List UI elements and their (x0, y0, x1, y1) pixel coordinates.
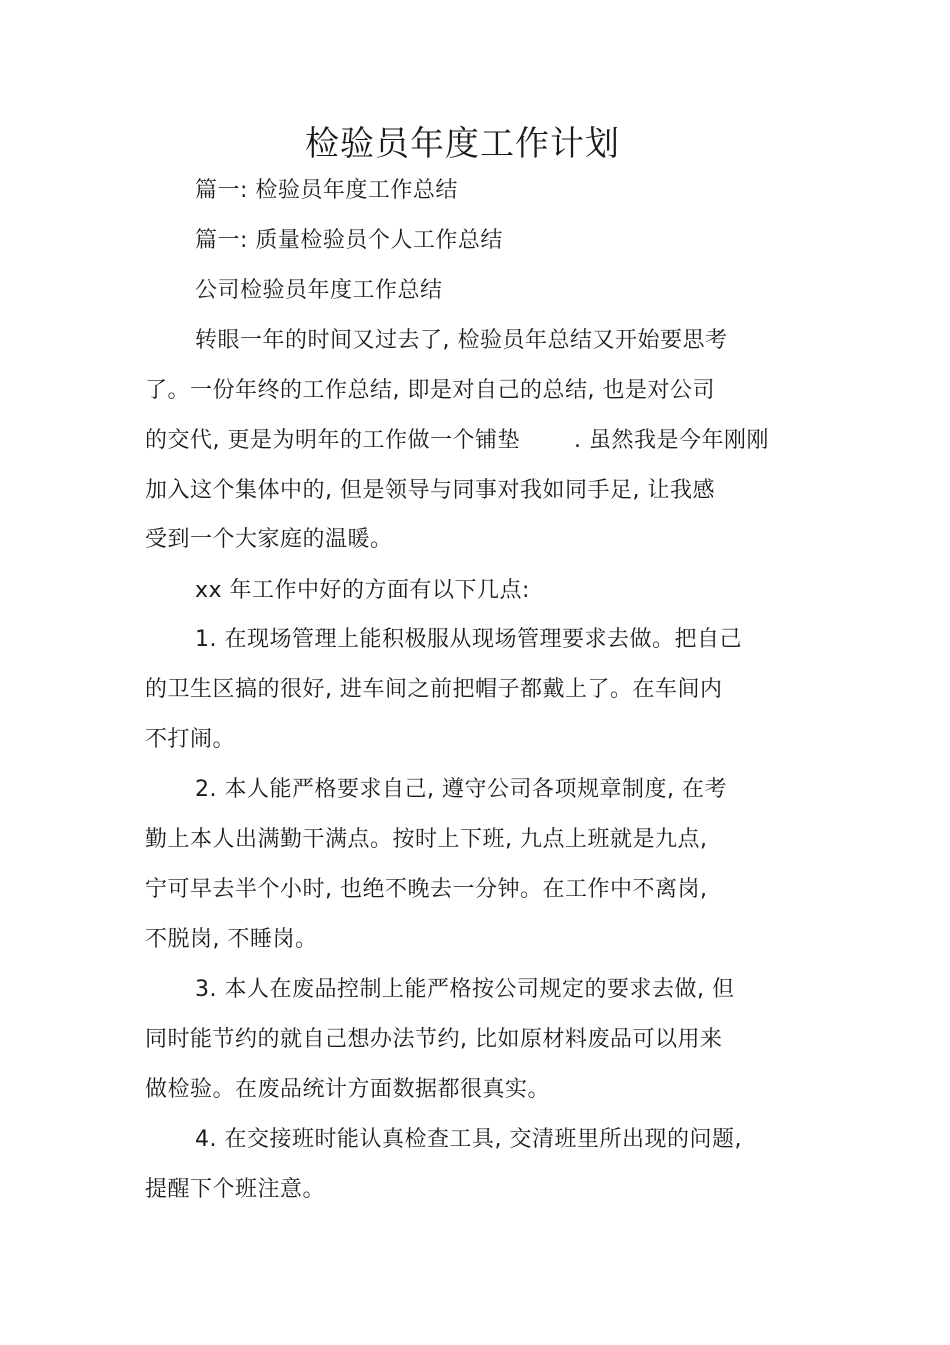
paragraph-line-part: . 虽然我是今年刚刚 (574, 428, 769, 453)
paragraph-line: 3. 本人在废品控制上能严格按公司规定的要求去做, 但 (195, 977, 735, 1002)
paragraph-line: 不脱岗, 不睡岗。 (145, 927, 318, 952)
paragraph-line: 受到一个大家庭的温暖。 (145, 527, 393, 552)
paragraph-line: 勤上本人出满勤干满点。按时上下班, 九点上班就是九点, (145, 827, 708, 852)
document-title: 检验员年度工作计划 (305, 124, 620, 164)
paragraph-line: 转眼一年的时间又过去了, 检验员年总结又开始要思考 (195, 328, 728, 353)
paragraph-line: 2. 本人能严格要求自己, 遵守公司各项规章制度, 在考 (195, 777, 727, 802)
paragraph-line-part: 的交代, 更是为明年的工作做一个铺垫 (145, 428, 520, 453)
paragraph-line: 的卫生区搞的很好, 进车间之前把帽子都戴上了。在车间内 (145, 677, 723, 702)
paragraph-line: 同时能节约的就自己想办法节约, 比如原材料废品可以用来 (145, 1027, 723, 1052)
paragraph-line: 做检验。在废品统计方面数据都很真实。 (145, 1077, 551, 1102)
paragraph-line (145, 426, 769, 456)
paragraph-line: 宁可早去半个小时, 也绝不晚去一分钟。在工作中不离岗, (145, 877, 708, 902)
paragraph-line: 1. 在现场管理上能积极服从现场管理要求去做。把自己 (195, 627, 742, 652)
paragraph-line: 4. 在交接班时能认真检查工具, 交清班里所出现的问题, (195, 1127, 742, 1152)
paragraph-line: 提醒下个班注意。 (145, 1177, 326, 1202)
paragraph-line: 不打闹。 (145, 727, 236, 752)
list-intro: xx 年工作中好的方面有以下几点: (195, 578, 530, 603)
section-heading-2: 篇一: 质量检验员个人工作总结 (195, 228, 503, 253)
section-heading-3: 公司检验员年度工作总结 (195, 278, 443, 303)
section-heading-1: 篇一: 检验员年度工作总结 (195, 178, 458, 203)
paragraph-line: 加入这个集体中的, 但是领导与同事对我如同手足, 让我感 (145, 478, 715, 503)
paragraph-line: 了。一份年终的工作总结, 即是对自己的总结, 也是对公司 (145, 378, 715, 403)
